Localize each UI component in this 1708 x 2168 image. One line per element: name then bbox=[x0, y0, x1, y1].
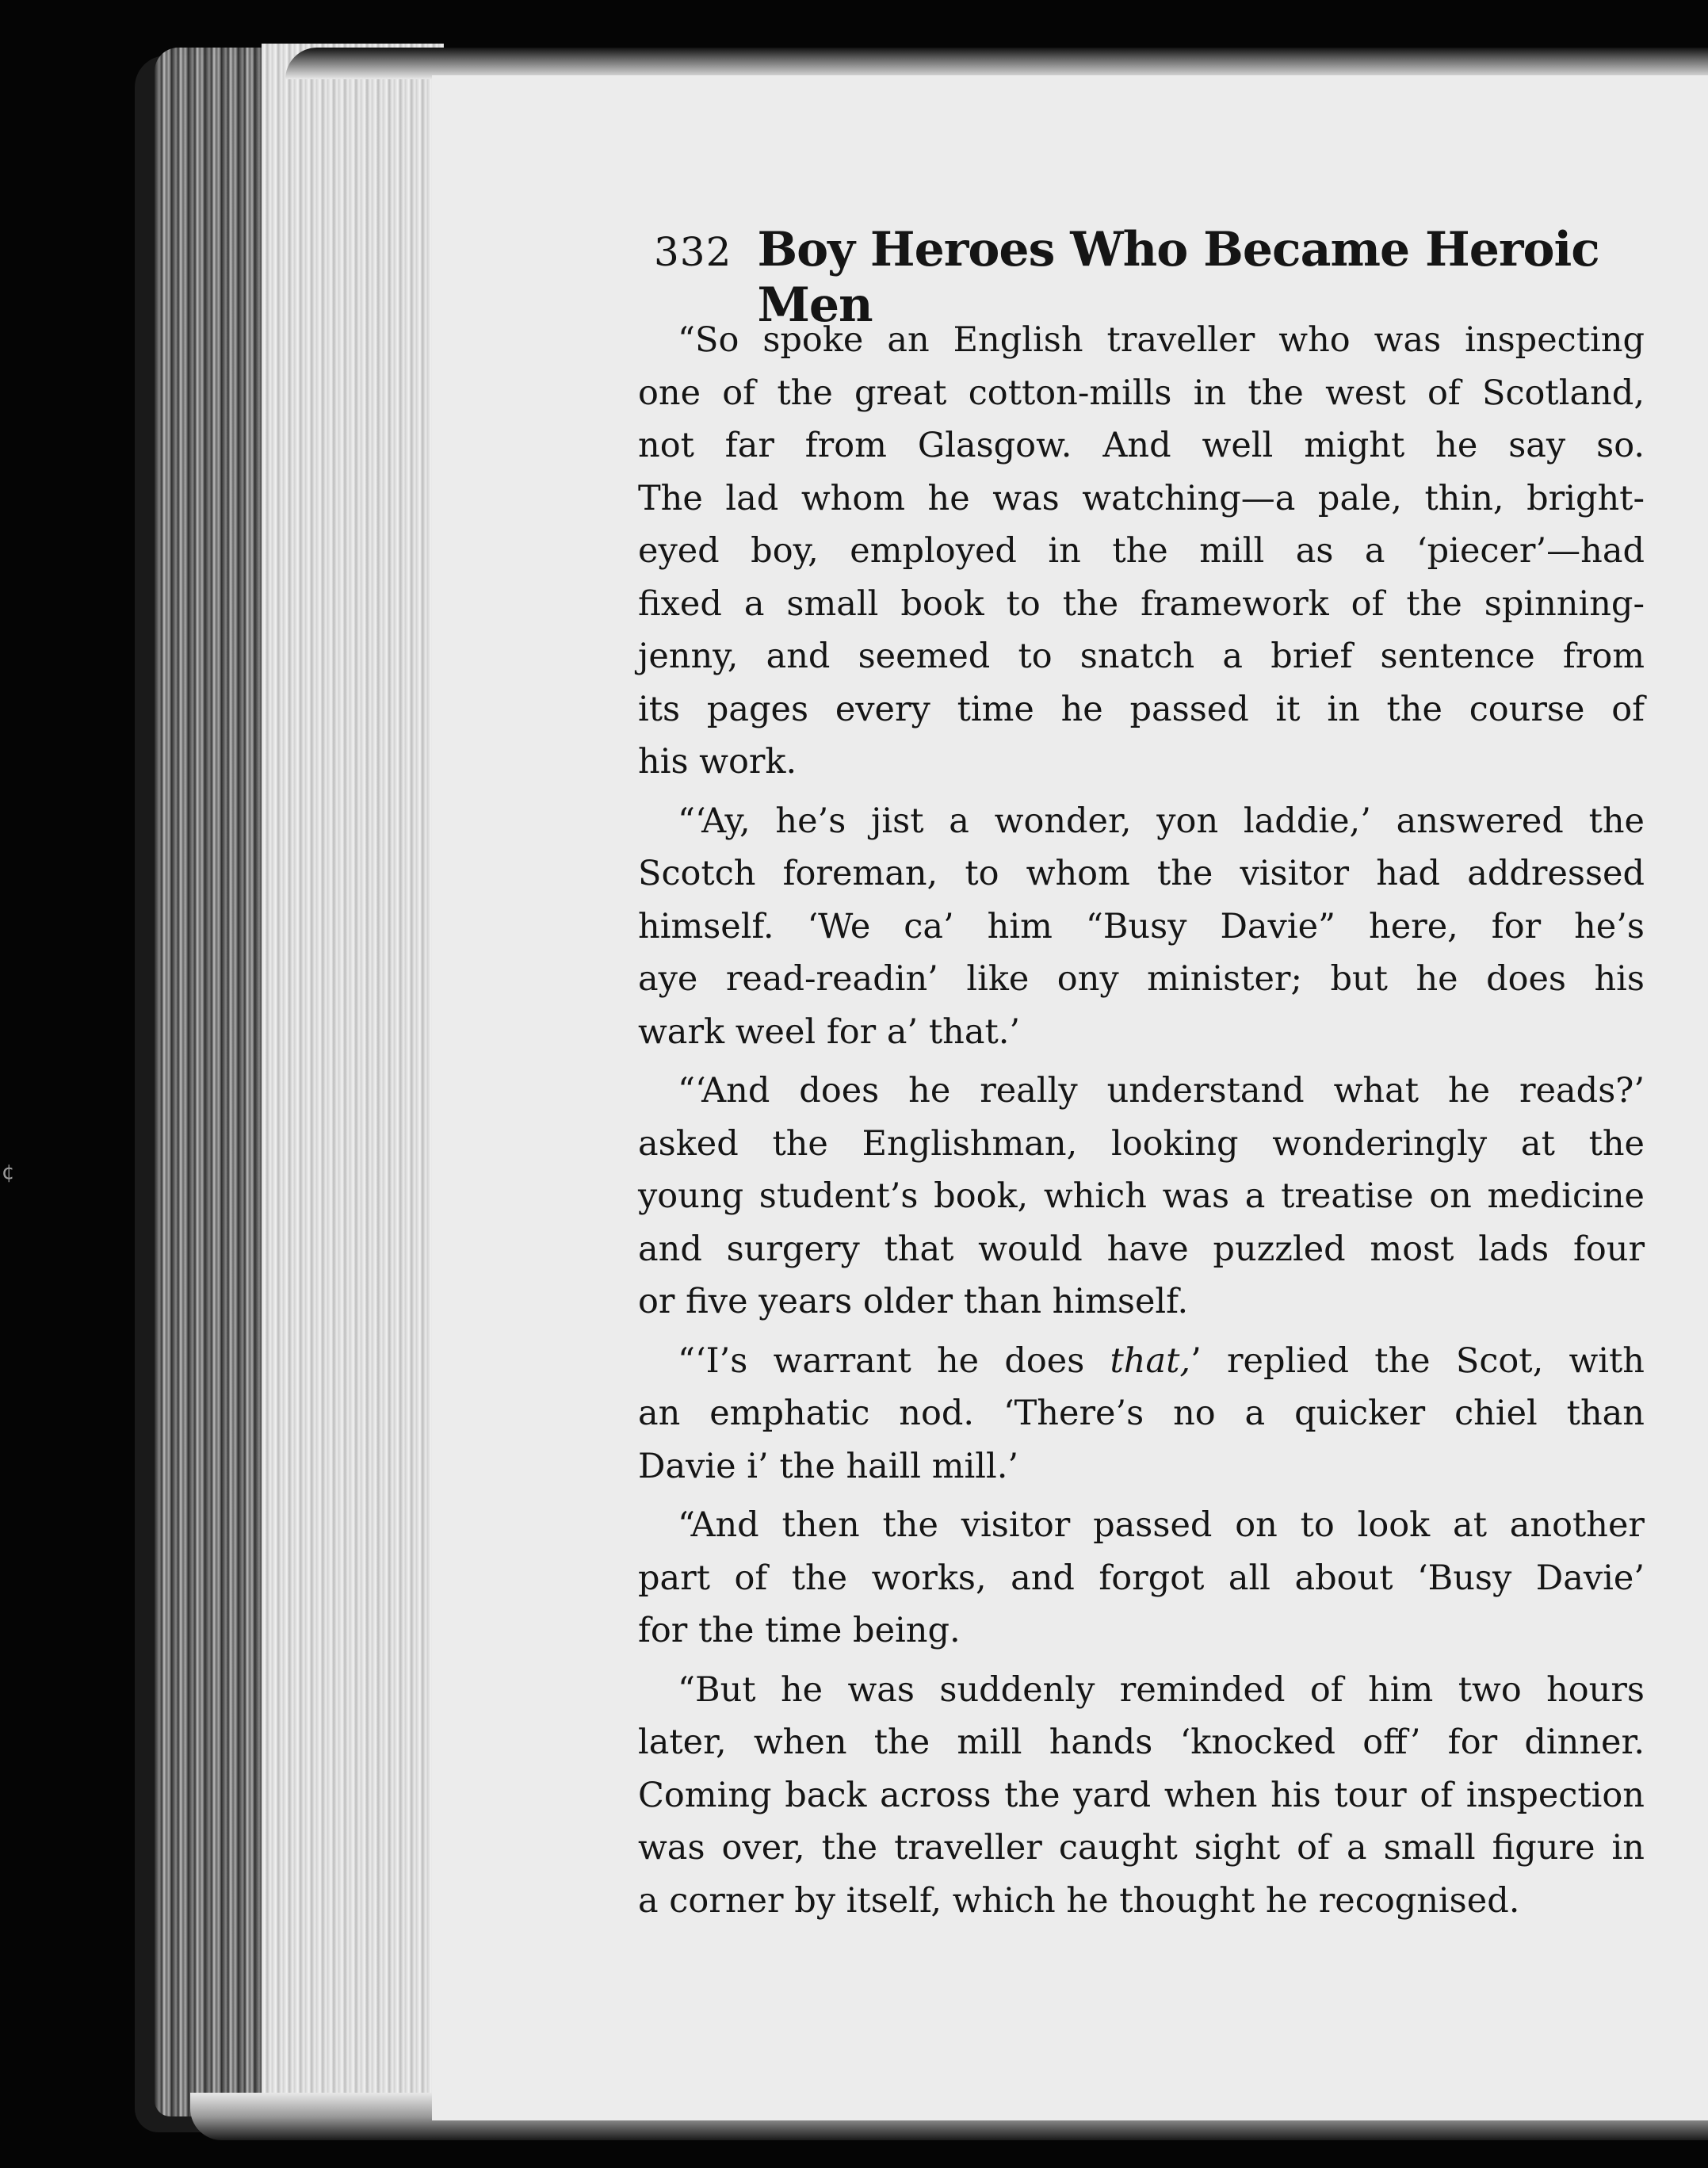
text-line: wark weel for a’ that.’ bbox=[638, 1011, 1021, 1052]
text-line: and surgery that would have puzzled most lads four bbox=[638, 1229, 1645, 1269]
text-line: himself. ‘We ca’ him “Busy Davie” here, for he’s bbox=[638, 906, 1645, 946]
text-run: ’ replied the Scot, with bbox=[1190, 1340, 1645, 1381]
text-line: “So spoke an English traveller who was inspecting bbox=[678, 320, 1645, 360]
text-line: eyed boy, employed in the mill as a ‘piecer’—had bbox=[638, 531, 1645, 571]
text-line: or five years older than himself. bbox=[638, 1282, 1189, 1321]
top-page-curl bbox=[285, 48, 1708, 79]
margin-mark: ¢ bbox=[2, 1160, 15, 1184]
page-number: 332 bbox=[654, 229, 732, 275]
text-line: his work. bbox=[638, 742, 797, 782]
text-line bbox=[638, 1335, 1645, 1388]
text-line: Scotch foreman, to whom the visitor had addressed bbox=[638, 854, 1645, 893]
text-line: “‘And does he really understand what he reads?’ bbox=[678, 1071, 1645, 1111]
paragraph bbox=[638, 795, 1653, 1059]
text-line: “But he was suddenly reminded of him two hours bbox=[678, 1669, 1645, 1710]
text-line: Davie i’ the haill mill.’ bbox=[638, 1446, 1019, 1486]
text-line: an emphatic nod. ‘There’s no a quicker chiel than bbox=[638, 1394, 1645, 1433]
text-line: aye read-readin’ like ony minister; but he does his bbox=[638, 959, 1645, 999]
paragraph bbox=[638, 1065, 1653, 1329]
text-line: jenny, and seemed to snatch a brief sentence from bbox=[638, 637, 1645, 676]
text-line: “And then the visitor passed on to look at another bbox=[678, 1505, 1645, 1545]
text-line: The lad whom he was watching—a pale, thin, bright- bbox=[638, 478, 1645, 518]
paragraph bbox=[638, 1664, 1653, 1928]
italic-text-run: that, bbox=[1110, 1340, 1191, 1381]
text-line: “‘Ay, he’s jist a wonder, yon laddie,’ answered the bbox=[678, 801, 1645, 841]
paragraph bbox=[638, 1335, 1653, 1493]
text-line: for the time being. bbox=[638, 1611, 961, 1650]
paragraph bbox=[638, 1499, 1653, 1658]
page-edges-inner bbox=[262, 44, 444, 2105]
running-head bbox=[654, 222, 1653, 333]
text-line: Coming back across the yard when his tour of inspection bbox=[638, 1775, 1645, 1815]
text-line: a corner by itself, which he thought he recognised. bbox=[638, 1880, 1520, 1921]
text-line: not far from Glasgow. And well might he say so. bbox=[638, 426, 1645, 465]
text-line: part of the works, and forgot all about ‘Busy Davie’ bbox=[638, 1558, 1645, 1598]
text-line: later, when the mill hands ‘knocked off’ for dinner. bbox=[638, 1723, 1645, 1762]
page-text-block bbox=[638, 222, 1653, 1933]
text-line: young student’s book, which was a treatise on medicine bbox=[638, 1176, 1645, 1216]
text-line: one of the great cotton-mills in the west of Scotland, bbox=[638, 373, 1645, 413]
running-title: Boy Heroes Who Became Heroic Men bbox=[757, 222, 1599, 333]
text-run: “‘I’s warrant he does bbox=[678, 1340, 1110, 1381]
text-line: asked the Englishman, looking wonderingly at the bbox=[638, 1123, 1645, 1164]
text-line: its pages every time he passed it in the course of bbox=[638, 689, 1645, 729]
paragraph bbox=[638, 314, 1653, 789]
text-line: was over, the traveller caught sight of a small figure in bbox=[638, 1828, 1645, 1868]
text-line: fixed a small book to the framework of the spinning- bbox=[638, 583, 1645, 624]
